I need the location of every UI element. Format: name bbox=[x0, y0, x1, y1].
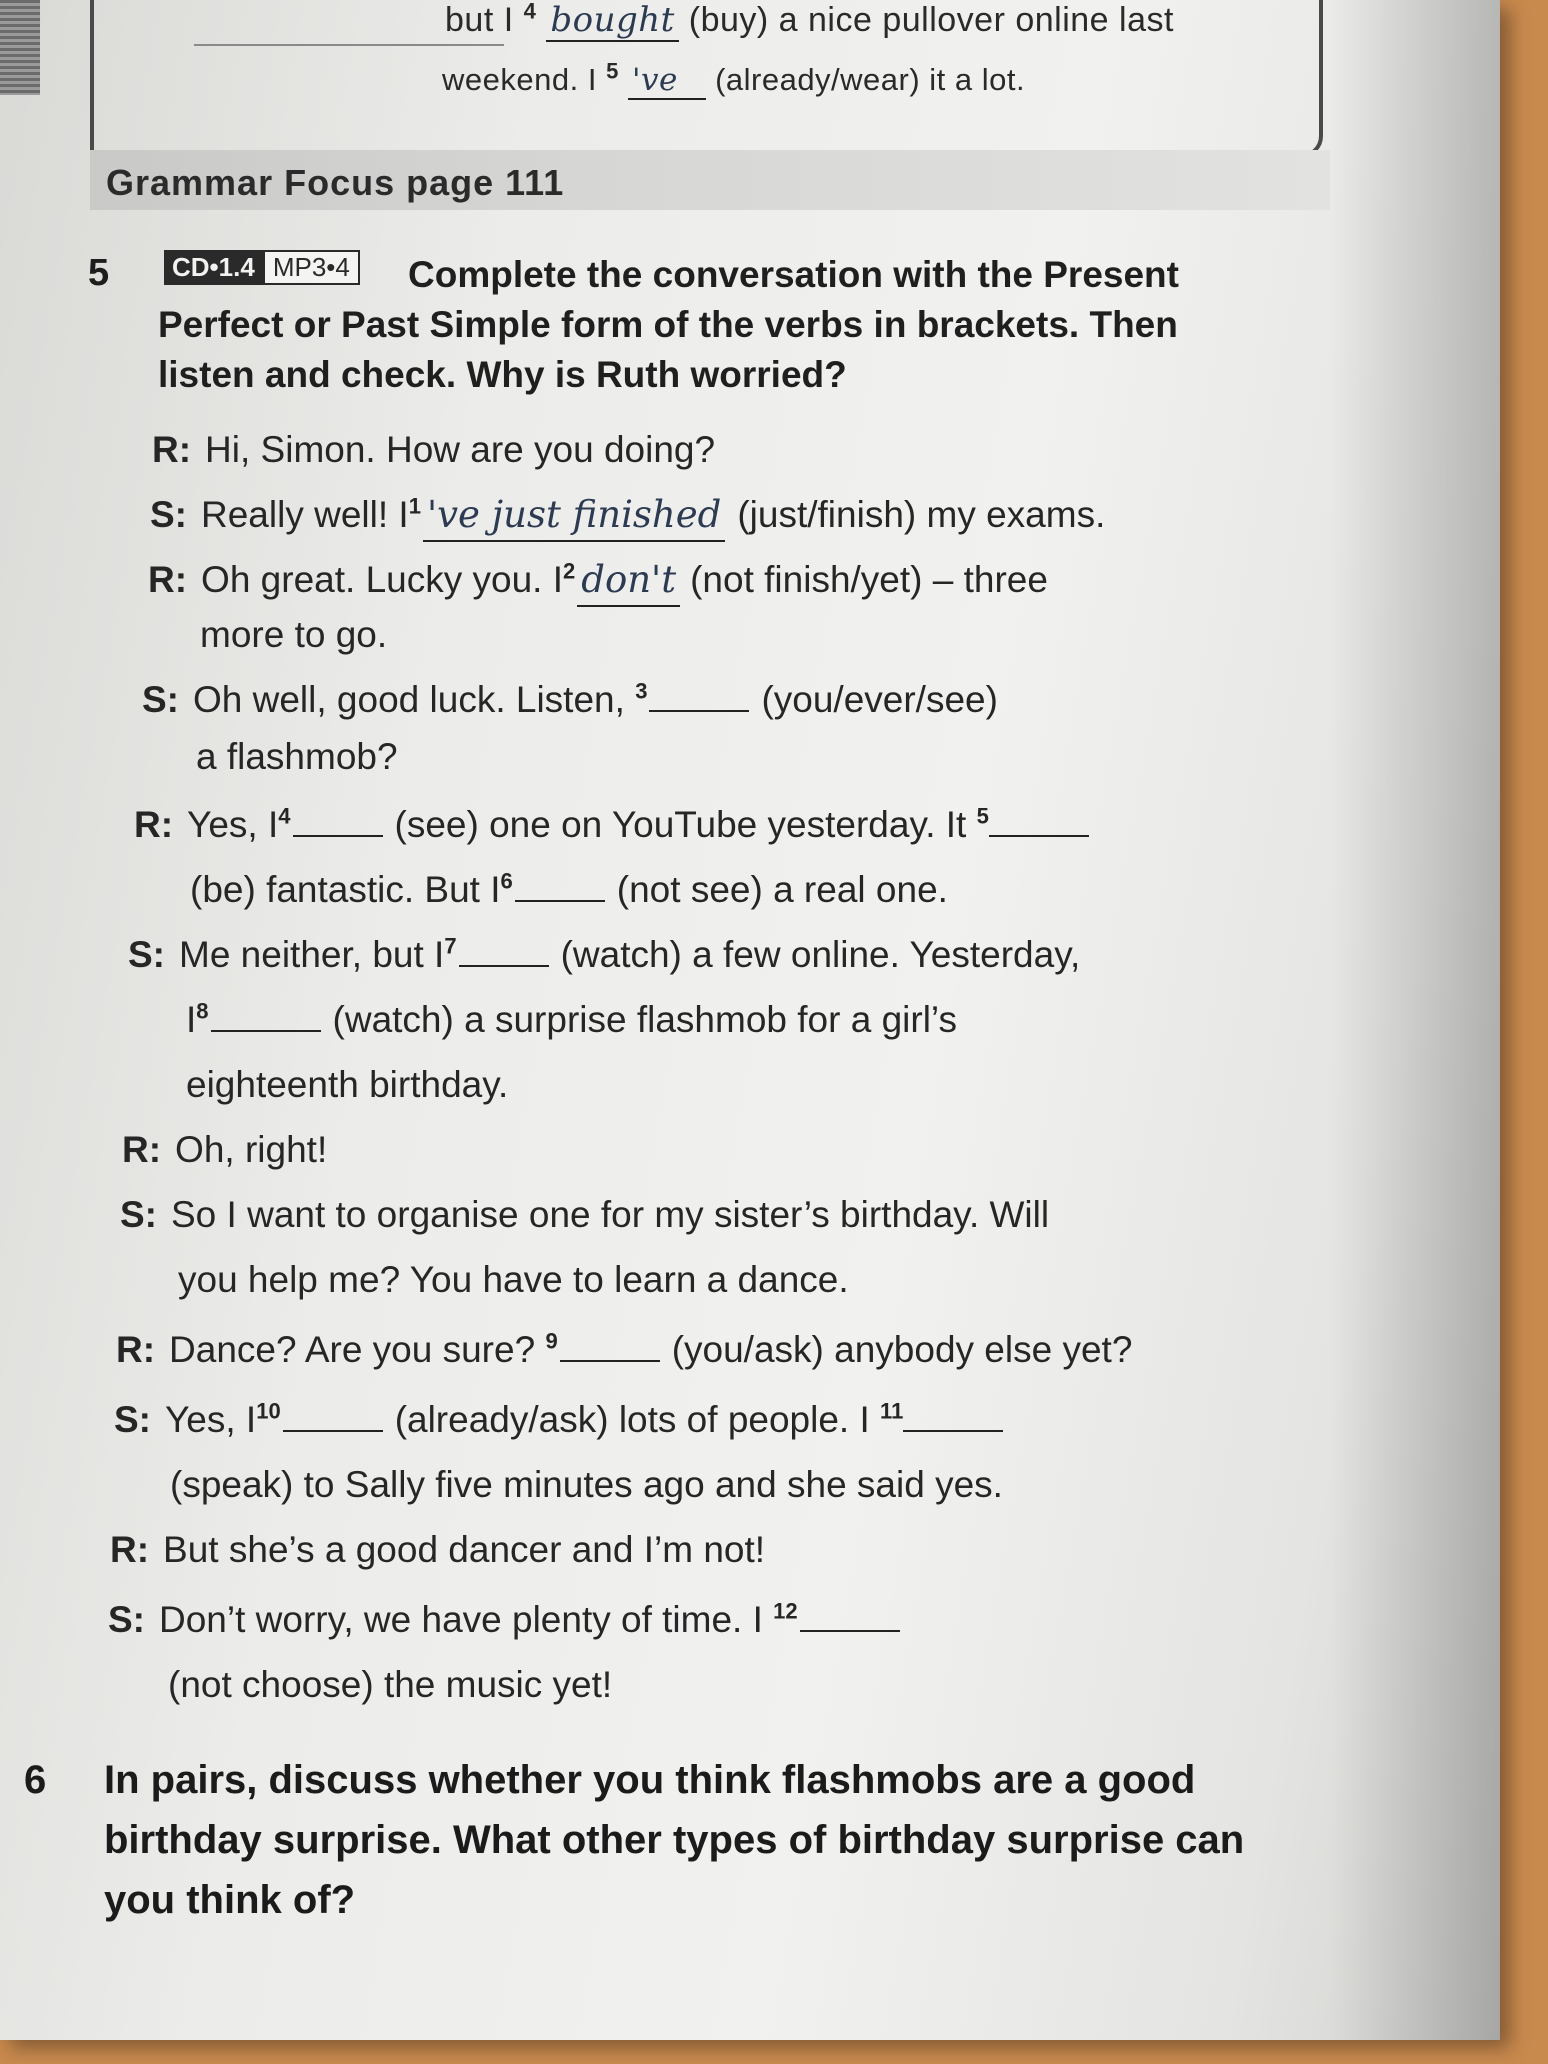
answer-blank-4[interactable] bbox=[293, 834, 383, 837]
answer-blank-9[interactable] bbox=[560, 1359, 660, 1362]
answer-blank-8[interactable] bbox=[211, 1029, 321, 1032]
gap-number: 6 bbox=[500, 868, 513, 894]
line-text: (you/ever/see) bbox=[761, 679, 998, 720]
gap-number: 8 bbox=[196, 998, 209, 1024]
dialogue-line-11 bbox=[186, 1060, 508, 1110]
dialogue-line-16 bbox=[114, 1395, 1003, 1445]
gap-number: 11 bbox=[880, 1398, 904, 1424]
line-text: (be) fantastic. But I bbox=[190, 869, 501, 910]
exercise-6-text: In pairs, discuss whether you think flashmobs are a good birthday surprise. What other types of birthday surprise can you think of? bbox=[104, 1758, 1245, 1922]
dialogue-line-3 bbox=[148, 555, 1048, 607]
exercise-5-instruction bbox=[158, 250, 1268, 400]
line-text: Me neither, but I bbox=[179, 934, 445, 975]
speaker-label: R: bbox=[152, 429, 192, 470]
line-text: (you/ask) anybody else yet? bbox=[671, 1329, 1133, 1370]
answer-blank-11[interactable] bbox=[903, 1429, 1003, 1432]
answer-blank-4-top[interactable]: bought bbox=[546, 0, 678, 42]
line-text: (not finish/yet) – three bbox=[690, 559, 1048, 600]
top-line2-before: weekend. I bbox=[442, 62, 597, 97]
answer-blank-2[interactable]: don't bbox=[577, 555, 680, 607]
instruction-text: Complete the conversation with the Present Perfect or Past Simple form of the verbs in brackets. Then listen and check. Why is Ruth worried? bbox=[158, 254, 1179, 395]
top-line1-after: (buy) a nice pullover online last bbox=[688, 1, 1174, 39]
speaker-label: R: bbox=[122, 1129, 162, 1170]
top-line1-sup: 4 bbox=[523, 0, 537, 24]
top-box-line-1 bbox=[445, 0, 1174, 42]
dialogue-line-6 bbox=[196, 732, 398, 782]
speaker-label: S: bbox=[142, 679, 179, 720]
gap-number: 4 bbox=[278, 803, 291, 829]
answer-blank-10[interactable] bbox=[283, 1429, 383, 1432]
dialogue-line-8 bbox=[190, 865, 948, 915]
top-box-line-2 bbox=[442, 58, 1026, 100]
dialogue-line-1 bbox=[152, 425, 715, 475]
dialogue-line-12 bbox=[122, 1125, 327, 1175]
line-text: a flashmob? bbox=[196, 736, 398, 777]
line-text: (already/ask) lots of people. I bbox=[394, 1399, 870, 1440]
gap-number: 1 bbox=[408, 493, 421, 519]
line-text: more to go. bbox=[200, 614, 388, 655]
grammar-focus-banner bbox=[90, 150, 1330, 210]
exercise-6-number: 6 bbox=[24, 1758, 47, 1802]
line-text: Oh, right! bbox=[175, 1129, 328, 1170]
top-line2-sup: 5 bbox=[606, 58, 619, 84]
speaker-label: S: bbox=[150, 494, 187, 535]
gap-number: 10 bbox=[256, 1398, 281, 1424]
top-line1-before: but I bbox=[445, 1, 514, 39]
line-text: (just/finish) my exams. bbox=[737, 494, 1106, 535]
top-line2-after: (already/wear) it a lot. bbox=[715, 62, 1026, 97]
answer-blank-5-top[interactable]: 've bbox=[628, 62, 706, 100]
page-fold-shadow bbox=[1330, 0, 1500, 2040]
gap-number: 12 bbox=[773, 1598, 798, 1624]
line-text: Hi, Simon. How are you doing? bbox=[205, 429, 716, 470]
answer-blank-1[interactable]: 've just finished bbox=[423, 490, 725, 542]
gap-number: 3 bbox=[635, 678, 648, 704]
answer-blank-12[interactable] bbox=[800, 1629, 900, 1632]
line-text: Dance? Are you sure? bbox=[169, 1329, 536, 1370]
gap-number: 9 bbox=[545, 1328, 558, 1354]
line-text: eighteenth birthday. bbox=[186, 1064, 509, 1105]
speaker-label: R: bbox=[110, 1529, 150, 1570]
dialogue-line-14 bbox=[178, 1255, 849, 1305]
speaker-label: S: bbox=[128, 934, 165, 975]
dialogue-line-4 bbox=[200, 610, 387, 660]
dialogue-line-5 bbox=[142, 675, 998, 725]
dialogue-line-7 bbox=[134, 800, 1089, 850]
answer-blank-3[interactable] bbox=[649, 709, 749, 712]
cd-track-badge: CD•1.4 bbox=[164, 250, 263, 285]
speaker-label: R: bbox=[134, 804, 174, 845]
line-text: Yes, I bbox=[187, 804, 279, 845]
grammar-focus-label: Grammar Focus page 111 bbox=[106, 162, 565, 203]
gap-number: 5 bbox=[976, 803, 989, 829]
line-text: (watch) a surprise flashmob for a girl’s bbox=[332, 999, 957, 1040]
line-text: So I want to organise one for my sister’s birthday. Will bbox=[171, 1194, 1050, 1235]
speaker-label: R: bbox=[148, 559, 188, 600]
gap-number: 2 bbox=[563, 558, 576, 584]
answer-blank-6[interactable] bbox=[515, 899, 605, 902]
answer-blank-5[interactable] bbox=[989, 834, 1089, 837]
gap-number: 7 bbox=[444, 933, 457, 959]
dialogue-line-9 bbox=[128, 930, 1080, 980]
line-text: (not see) a real one. bbox=[616, 869, 948, 910]
line-text: (watch) a few online. Yesterday, bbox=[560, 934, 1081, 975]
dialogue-line-20 bbox=[168, 1660, 612, 1710]
dialogue-line-2 bbox=[150, 490, 1105, 542]
speaker-label: S: bbox=[108, 1599, 145, 1640]
page-edge-strip bbox=[0, 0, 40, 95]
speaker-label: R: bbox=[116, 1329, 156, 1370]
line-text: (not choose) the music yet! bbox=[168, 1664, 613, 1705]
speaker-label: S: bbox=[120, 1194, 157, 1235]
mp3-track-badge: MP3•4 bbox=[263, 250, 360, 285]
line-text: Oh great. Lucky you. I bbox=[201, 559, 564, 600]
dialogue-line-18 bbox=[110, 1525, 765, 1575]
answer-blank-7[interactable] bbox=[459, 964, 549, 967]
line-text: Oh well, good luck. Listen, bbox=[193, 679, 625, 720]
line-text: (see) one on YouTube yesterday. It bbox=[394, 804, 967, 845]
line-text: (speak) to Sally five minutes ago and she said yes. bbox=[170, 1464, 1003, 1505]
line-text: Yes, I bbox=[165, 1399, 257, 1440]
dialogue-line-10 bbox=[186, 995, 957, 1045]
box-divider bbox=[194, 44, 504, 46]
line-text: But she’s a good dancer and I’m not! bbox=[163, 1529, 766, 1570]
line-text: I bbox=[186, 999, 197, 1040]
exercise-5-number: 5 bbox=[88, 252, 110, 294]
line-text: you help me? You have to learn a dance. bbox=[178, 1259, 849, 1300]
dialogue-line-19 bbox=[108, 1595, 900, 1645]
dialogue-line-15 bbox=[116, 1325, 1132, 1375]
line-text: Don’t worry, we have plenty of time. I bbox=[159, 1599, 763, 1640]
speaker-label: S: bbox=[114, 1399, 151, 1440]
dialogue-line-13 bbox=[120, 1190, 1049, 1240]
dialogue-line-17 bbox=[170, 1460, 1003, 1510]
line-text: Really well! I bbox=[201, 494, 409, 535]
